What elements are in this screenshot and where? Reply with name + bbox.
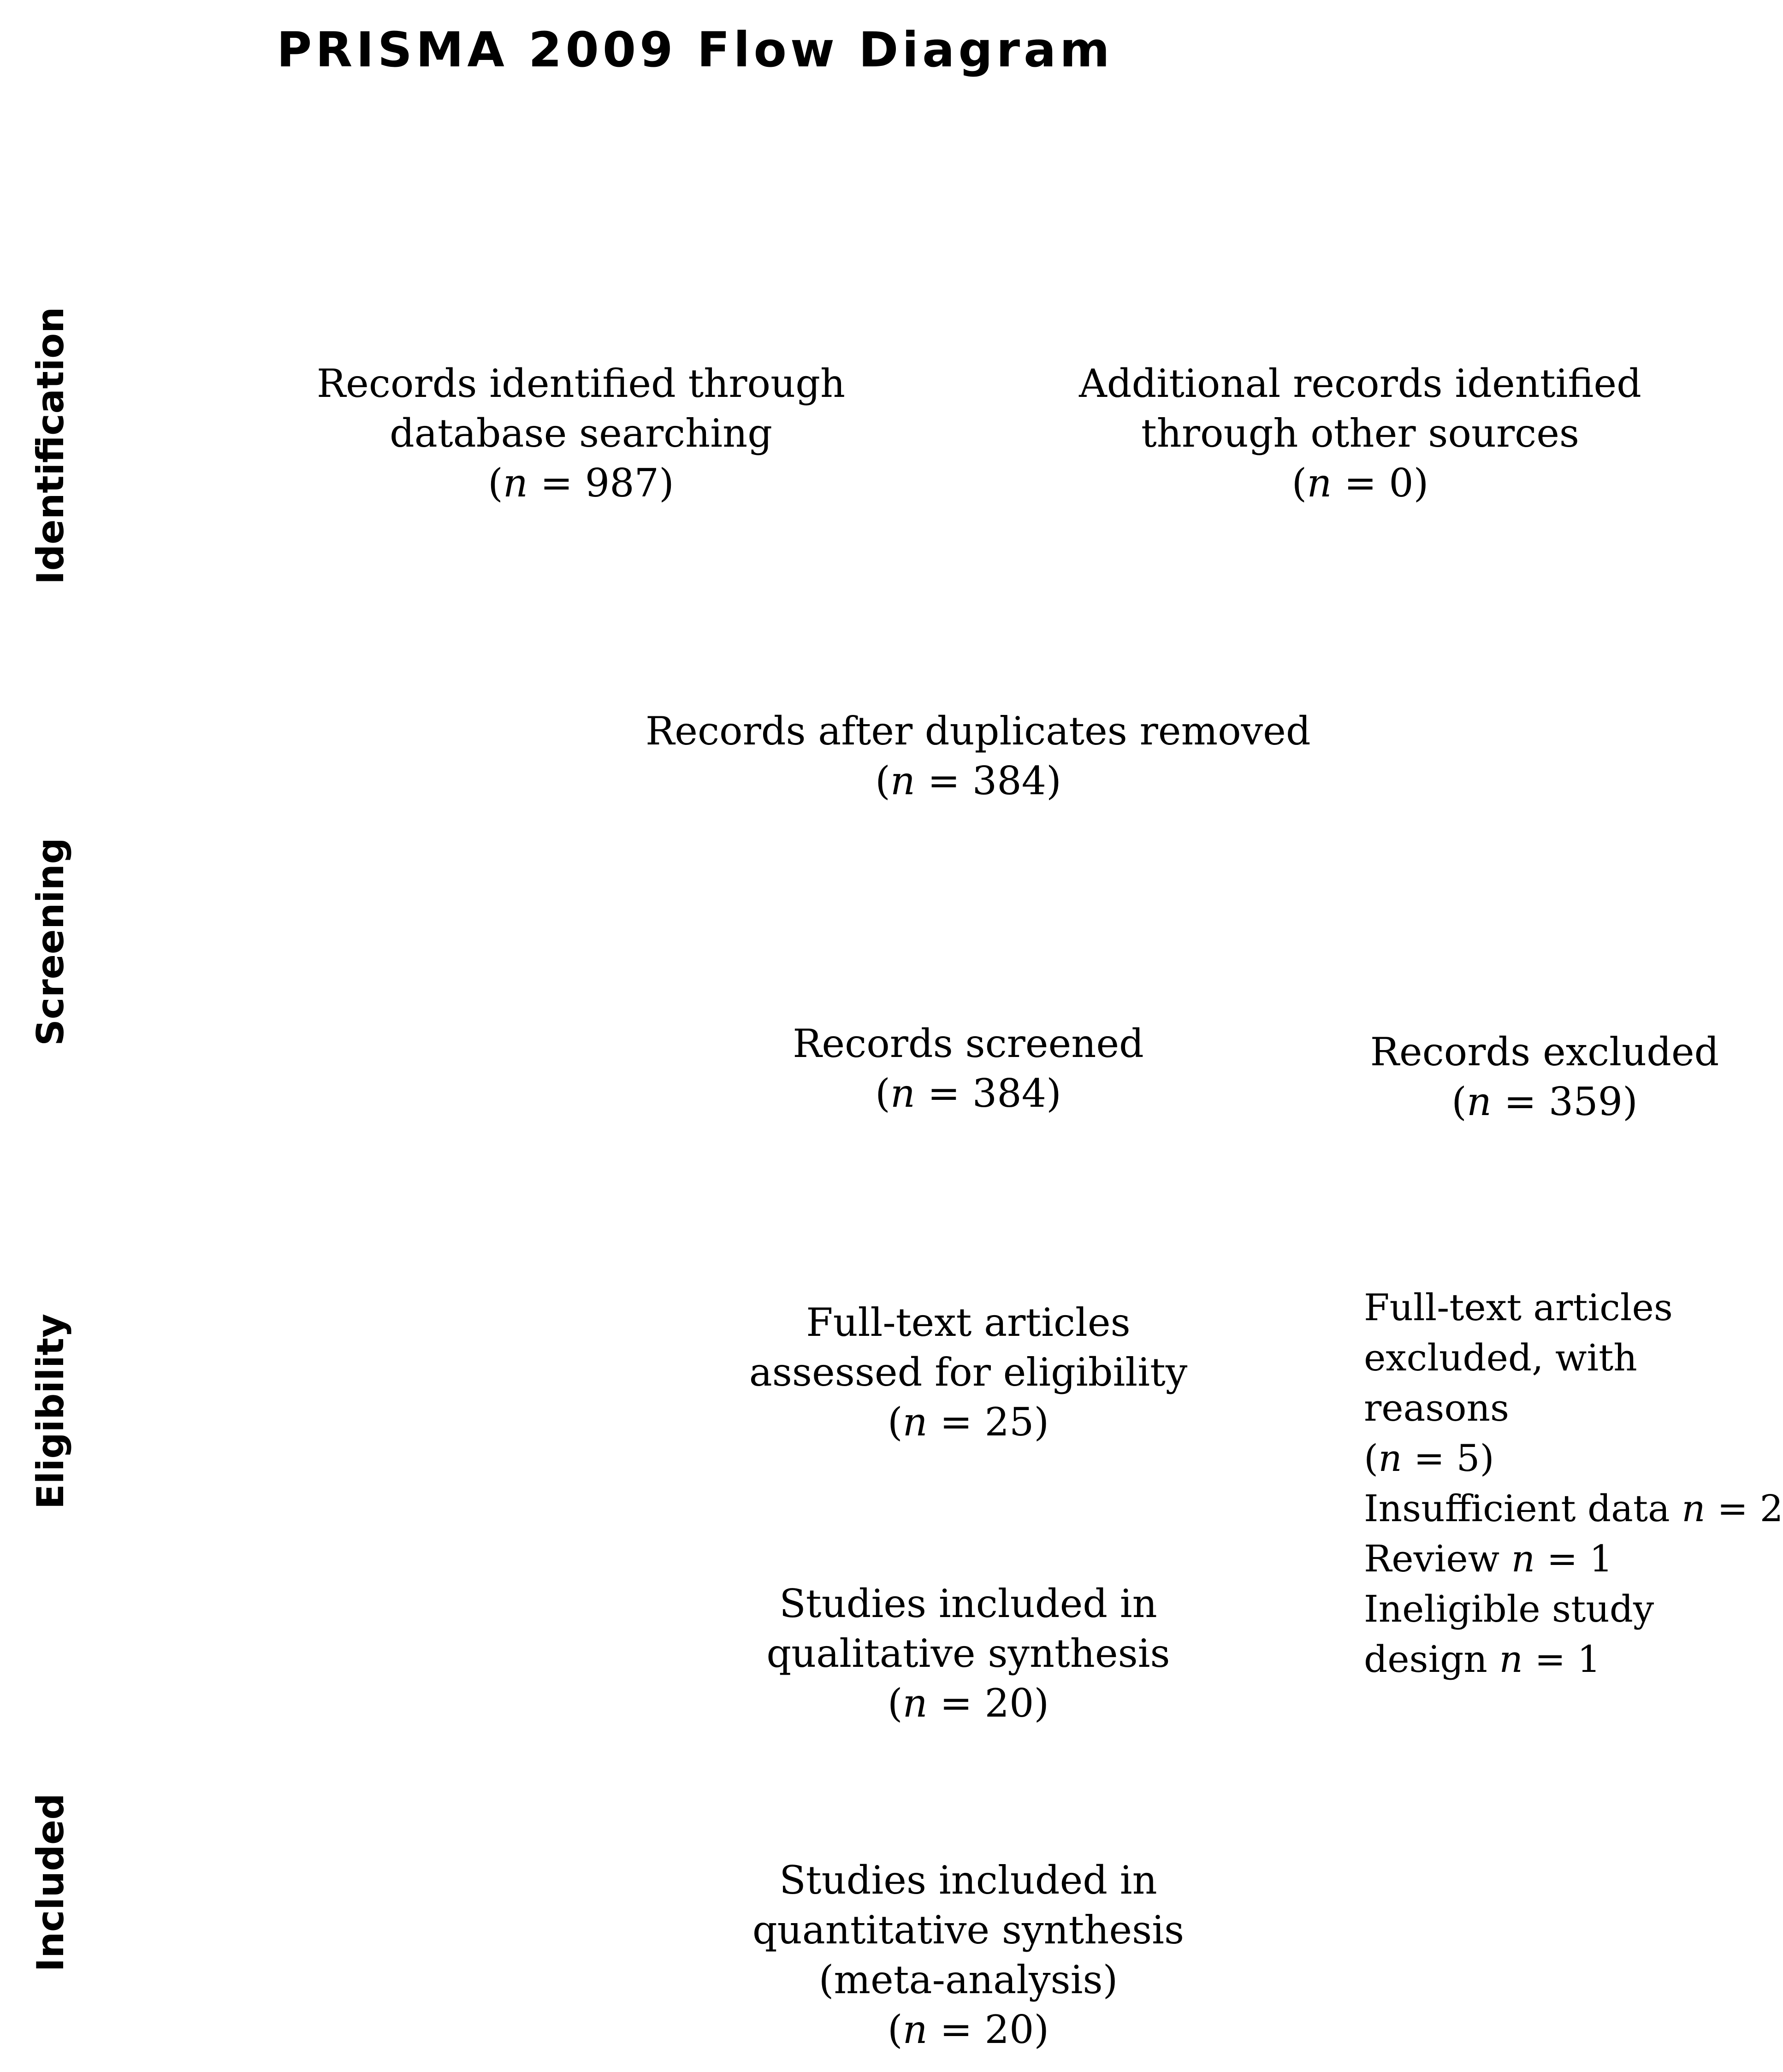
- box-excluded-line1: Records excluded: [1370, 1029, 1719, 1074]
- box-quantitative-line3: (meta-analysis): [818, 1957, 1118, 2002]
- n-symbol: n: [1378, 1437, 1402, 1480]
- exclusion-reason-insufficient-data: [1364, 1483, 1783, 1534]
- n-symbol: n: [1682, 1487, 1706, 1530]
- count-value: = 25): [927, 1399, 1049, 1445]
- n-symbol: n: [902, 2007, 928, 2052]
- box-screened-line1: Records screened: [793, 1021, 1144, 1066]
- box-qualitative-line2: qualitative synthesis: [766, 1631, 1170, 1676]
- box-qualitative-count: [738, 1678, 1199, 1728]
- n-symbol: n: [1511, 1537, 1535, 1580]
- box-fulltext-excluded-line1: Full-text articles: [1364, 1286, 1673, 1329]
- count-value: = 5): [1402, 1437, 1494, 1480]
- reason-count: = 1: [1535, 1537, 1613, 1580]
- box-other-sources: [1060, 359, 1660, 508]
- box-other-sources-count: [1060, 458, 1660, 508]
- box-fulltext-excluded-line2: excluded, with: [1364, 1336, 1637, 1379]
- box-excluded: [1337, 1027, 1752, 1127]
- reason-label: Insufficient data: [1364, 1487, 1682, 1530]
- reason-count: = 1: [1522, 1638, 1601, 1681]
- n-symbol: n: [890, 1071, 915, 1116]
- paren: (: [1291, 460, 1307, 506]
- box-quantitative-count: [738, 2005, 1199, 2054]
- paren: (: [488, 460, 503, 506]
- box-database-search-count: [304, 458, 858, 508]
- box-other-sources-line2: through other sources: [1141, 411, 1580, 456]
- count-value: = 0): [1332, 460, 1429, 506]
- box-fulltext-excluded: [1364, 1282, 1783, 1684]
- count-value: = 987): [528, 460, 674, 506]
- box-database-search: [304, 359, 858, 508]
- n-symbol: n: [1466, 1079, 1492, 1124]
- box-database-search-line1: Records identified through: [316, 361, 846, 406]
- box-after-duplicates-count: [646, 756, 1291, 806]
- box-fulltext-assessed: [738, 1298, 1199, 1447]
- n-symbol: n: [1499, 1638, 1523, 1681]
- n-symbol: n: [890, 758, 915, 803]
- box-fulltext-excluded-count: [1364, 1433, 1765, 1483]
- reason-label: design: [1364, 1638, 1499, 1681]
- stage-label-eligibility: Eligibility: [29, 1313, 72, 1510]
- paren: (: [887, 2007, 903, 2052]
- stage-label-included: Included: [29, 1793, 72, 1972]
- box-after-duplicates: [646, 706, 1311, 806]
- count-value: = 20): [927, 1681, 1049, 1726]
- box-quantitative-line1: Studies included in: [779, 1858, 1157, 1903]
- stage-label-identification: Identification: [29, 307, 72, 584]
- box-screened-count: [738, 1068, 1199, 1118]
- box-fulltext-assessed-line1: Full-text articles: [806, 1300, 1131, 1345]
- paren: (: [875, 758, 890, 803]
- box-fulltext-assessed-line2: assessed for eligibility: [749, 1350, 1188, 1395]
- count-value: = 359): [1492, 1079, 1638, 1124]
- exclusion-reason-review: [1364, 1534, 1765, 1584]
- count-value: = 384): [915, 758, 1061, 803]
- box-database-search-line2: database searching: [390, 411, 772, 456]
- paren: (: [1451, 1079, 1467, 1124]
- count-value: = 384): [915, 1071, 1061, 1116]
- box-fulltext-assessed-count: [738, 1397, 1199, 1447]
- exclusion-reason-ineligible-design: [1364, 1634, 1765, 1684]
- paren: (: [887, 1681, 903, 1726]
- box-qualitative-line1: Studies included in: [779, 1581, 1157, 1626]
- box-quantitative: [738, 1855, 1199, 2054]
- n-symbol: n: [902, 1681, 928, 1726]
- stage-label-screening: Screening: [29, 838, 72, 1046]
- reason-label: Review: [1364, 1537, 1511, 1580]
- box-other-sources-line1: Additional records identified: [1079, 361, 1641, 406]
- reason-count: = 2: [1705, 1487, 1783, 1530]
- n-symbol: n: [1307, 460, 1332, 506]
- box-after-duplicates-line1: Records after duplicates removed: [646, 708, 1311, 754]
- count-value: = 20): [927, 2007, 1049, 2052]
- exclusion-reason-ineligible-design-line1: Ineligible study: [1364, 1588, 1654, 1630]
- box-fulltext-excluded-line3: reasons: [1364, 1387, 1510, 1429]
- paren: (: [887, 1399, 903, 1445]
- box-quantitative-line2: quantitative synthesis: [752, 1907, 1185, 1953]
- n-symbol: n: [902, 1399, 928, 1445]
- box-excluded-count: [1337, 1077, 1752, 1127]
- paren: (: [875, 1071, 890, 1116]
- paren: (: [1364, 1437, 1379, 1480]
- n-symbol: n: [503, 460, 528, 506]
- page-title: PRISMA 2009 Flow Diagram: [277, 22, 1114, 78]
- box-qualitative: [738, 1579, 1199, 1728]
- box-screened: [738, 1019, 1199, 1118]
